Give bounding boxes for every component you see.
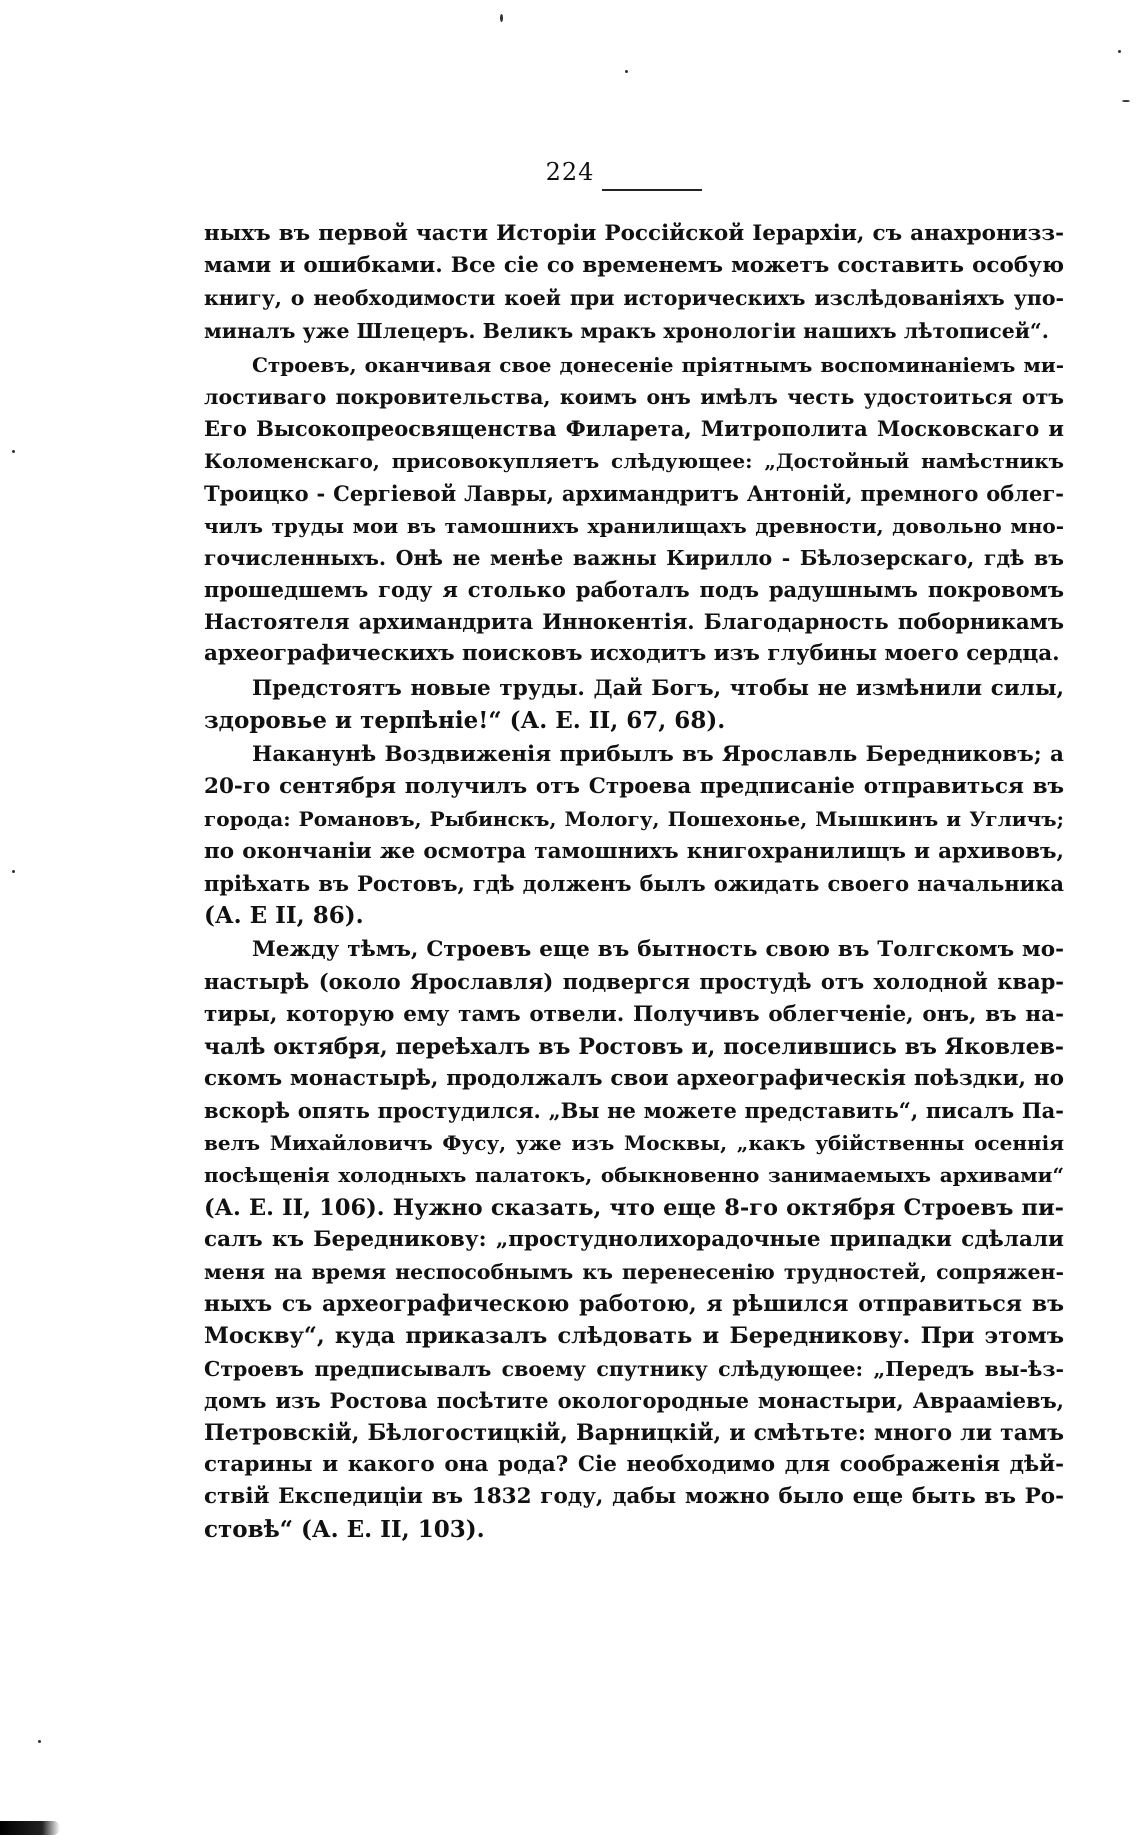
scan-speck	[12, 450, 15, 453]
text-line: Между тѣмъ, Строевъ еще въ бытность свою въ Толгскомъ мо-	[252, 937, 1064, 963]
text-line: Наканунѣ Воздвиженія прибылъ въ Ярославль Бередниковъ; а	[252, 742, 1064, 767]
text-line: (А. Е. II, 106). Нужно сказать, что еще 8-го октября Строевъ пи-	[204, 1194, 1064, 1221]
text-line: гочисленныхъ. Онѣ не менѣе важны Кирилло - Бѣлозерскаго, гдѣ въ	[204, 545, 1064, 570]
text-line: 20-го сентября получилъ отъ Строева предписаніе отправиться въ	[204, 774, 1064, 800]
text-line: прошедшемъ году я столько работалъ подъ радушнымъ покровомъ	[204, 577, 1064, 603]
text-line: Строевъ, оканчивая свое донесеніе пріятнымъ воспоминаніемъ ми-	[252, 352, 1064, 377]
scan-speck	[1122, 100, 1130, 102]
text-line: Строевъ предписывалъ своему спутнику слѣдующее: „Передъ вы-ѣз-	[204, 1356, 1064, 1381]
text-line: Коломенскаго, присовокупляетъ слѣдующее: „Достойный намѣстникъ	[204, 449, 1064, 474]
text-line: книгу, о необходимости коей при историческихъ изслѣдованіяхъ упо-	[204, 286, 1064, 311]
text-line: Москву“, куда приказалъ слѣдовать и Бередникову. При этомъ	[204, 1323, 1064, 1350]
text-line: (А. Е II, 86).	[204, 901, 364, 929]
text-line: Троицко - Сергіевой Лавры, архимандритъ Антоній, премного облег-	[204, 480, 1064, 506]
paragraph	[204, 673, 1064, 737]
text-line: лостиваго покровительства, коимъ онъ имѣлъ честь удостоиться отъ	[204, 384, 1064, 409]
text-line: скомъ монастырѣ, продолжалъ свои археографическія поѣздки, но	[204, 1065, 1064, 1091]
text-line: вскорѣ опять простудился. „Вы не можете представить“, писалъ Па-	[204, 1098, 1064, 1124]
scan-speck	[625, 70, 628, 73]
scan-speck	[12, 870, 15, 873]
text-line: настырѣ (около Ярославля) подвергся простудѣ отъ холодной квар-	[204, 969, 1064, 995]
scan-speck	[500, 14, 503, 22]
text-line: ныхъ въ первой части Исторіи Россійской Іерархіи, съ анахронизз-	[204, 221, 1064, 246]
text-line: Петровскій, Бѣлогостицкій, Варницкій, и смѣтьте: много ли тамъ	[204, 1419, 1064, 1446]
text-line: города: Романовъ, Рыбинскъ, Мологу, Пошехонье, Мышкинъ и Угличъ;	[204, 807, 1064, 832]
text-line: салъ къ Бередникову: „простуднолихорадочные припадки сдѣлали	[204, 1226, 1064, 1252]
scan-speck	[38, 1740, 41, 1743]
body-text	[204, 218, 1064, 1546]
text-line: Предстоятъ новые труды. Дай Богъ, чтобы не измѣнили силы,	[252, 675, 1064, 701]
text-line: чилъ труды мои въ тамошнихъ хранилищахъ древности, довольно мно-	[204, 513, 1064, 538]
page-number-rule	[602, 189, 702, 191]
text-line: Настоятеля архимандрита Иннокентія. Благодарность поборникамъ	[204, 609, 1064, 635]
scan-speck	[1118, 50, 1121, 53]
text-line: по окончаніи же осмотра тамошнихъ книгохранилищъ и архивовъ,	[204, 838, 1064, 864]
text-line: старины и какого она рода? Сіе необходимо для соображенія дѣй-	[204, 1452, 1064, 1478]
text-line: пріѣхать въ Ростовъ, гдѣ долженъ былъ ожидать своего начальника	[204, 870, 1064, 896]
paragraph	[204, 934, 1064, 1546]
text-line: домъ изъ Ростова посѣтите окологородные монастыри, Авраамiевъ,	[204, 1387, 1064, 1413]
text-line: Его Высокопреосвященства Филарета, Митрополита Московскаго и	[204, 416, 1064, 442]
text-line: посѣщенія холодныхъ палатокъ, обыкновенно занимаемыхъ архивами“	[204, 1163, 1064, 1188]
text-line: миналъ уже Шлецеръ. Великъ мракъ хронологіи нашихъ лѣтописей“.	[204, 318, 1049, 343]
text-line: археографическихъ поисковъ исходитъ изъ глубины моего сердца.	[204, 641, 1060, 667]
text-line: велъ Михайловичъ Фусу, уже изъ Москвы, „какъ убійственны осеннія	[204, 1131, 1064, 1156]
text-line: ныхъ съ археографическою работою, я рѣшился отправиться въ	[204, 1291, 1064, 1318]
text-line: тиры, которую ему тамъ отвели. Получивъ облегченіе, онъ, въ на-	[204, 1001, 1064, 1027]
text-line: стовѣ“ (А. Е. II, 103).	[204, 1515, 485, 1543]
text-line: ствій Експедиціи въ 1832 году, дабы можно было еще быть въ Ро-	[204, 1484, 1064, 1510]
text-line: чалѣ октября, переѣхалъ въ Ростовъ и, поселившись въ Яковлев-	[204, 1033, 1064, 1060]
paragraph	[204, 739, 1064, 932]
paragraph	[204, 218, 1064, 347]
scan-edge-mark	[0, 1821, 60, 1835]
paragraph	[204, 349, 1064, 671]
page-number: 224	[545, 158, 595, 186]
text-line: здоровье и терпѣніе!“ (А. Е. II, 67, 68).	[204, 706, 726, 734]
text-line: меня на время неспособнымъ къ перенесенію трудностей, сопряжен-	[204, 1260, 1064, 1284]
text-line: мами и ошибками. Все сіе со временемъ можетъ составить особую	[204, 253, 1064, 279]
